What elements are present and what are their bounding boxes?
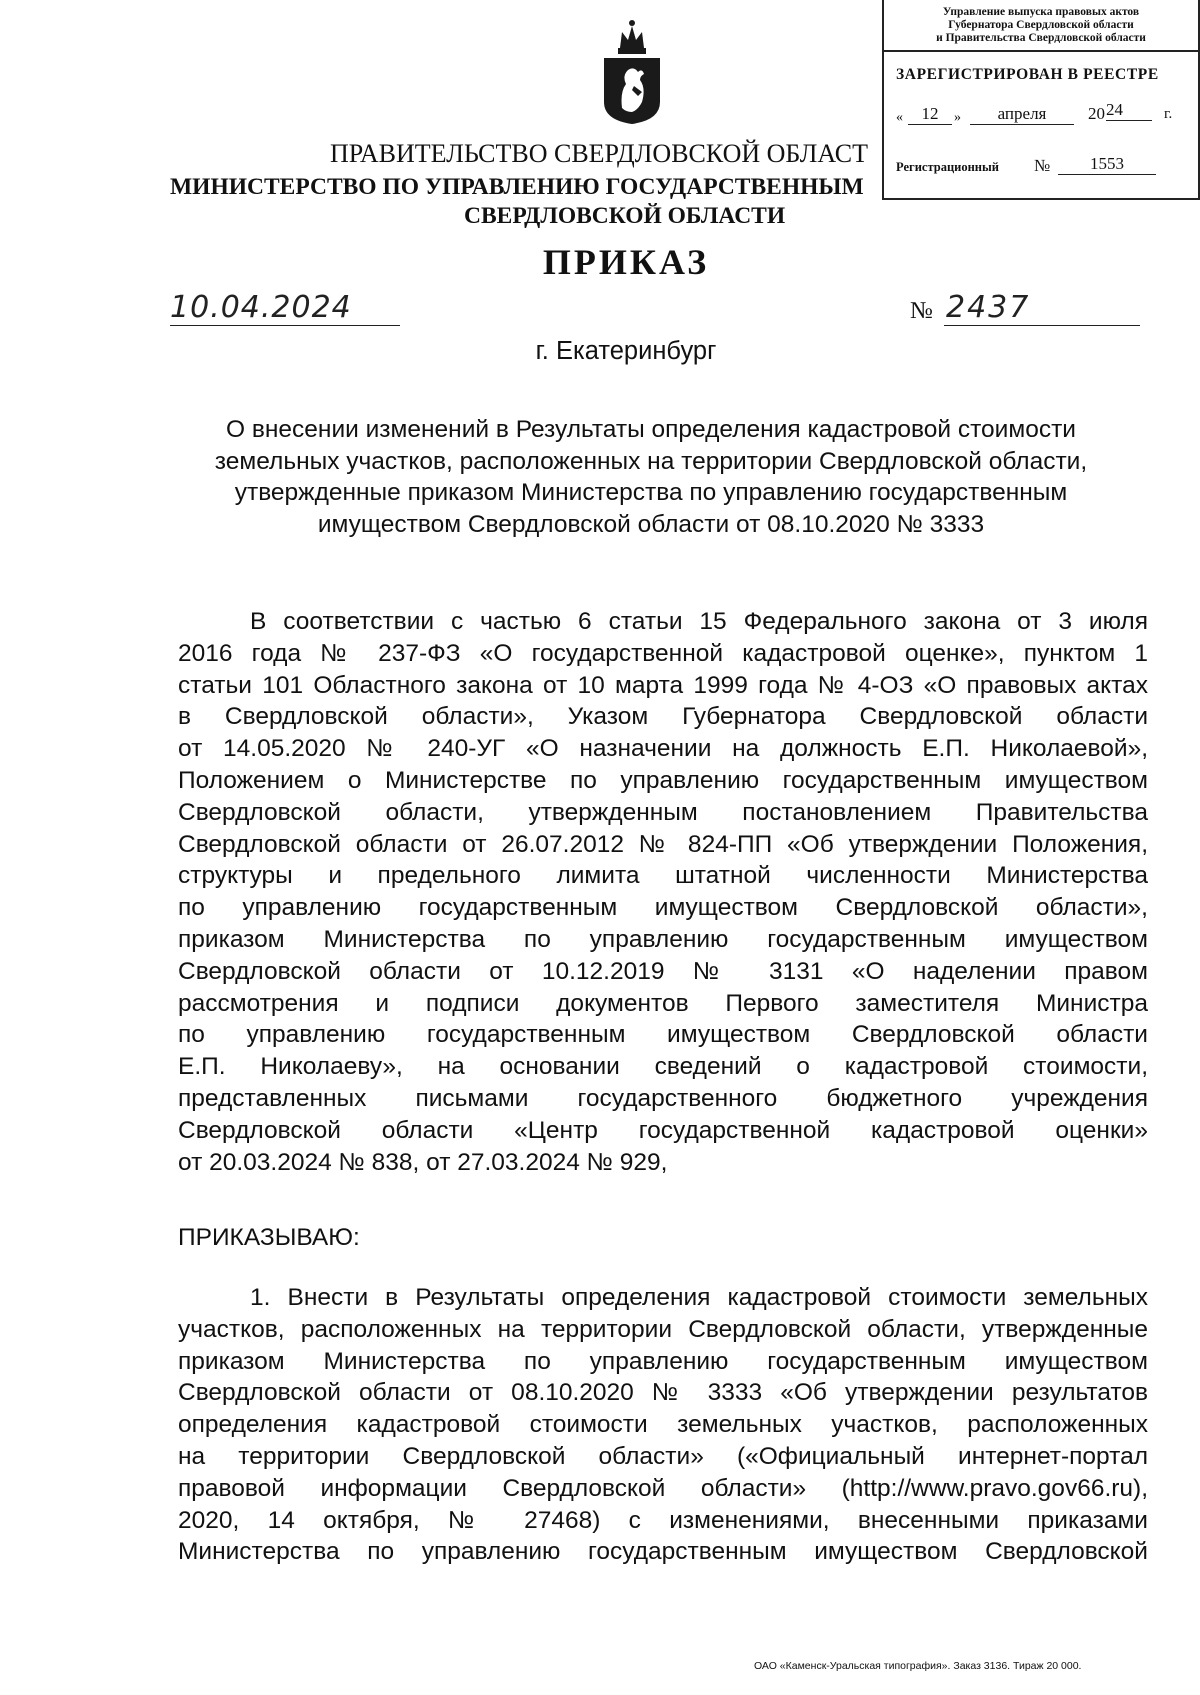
- document-type: ПРИКАЗ: [542, 242, 710, 282]
- preamble-line: структуры и предельного лимита штатной численности Министерства: [178, 862, 1148, 890]
- item-line: правовой информации Свердловской области» (http://www.pravo.gov66.ru),: [178, 1474, 1148, 1502]
- number-underline: [944, 323, 1140, 326]
- handwritten-date: 10.04.2024: [170, 290, 352, 325]
- subject-line: земельных участков, расположенных на территории Свердловской области,: [214, 447, 1088, 475]
- stamp-year-prefix: 20: [1088, 104, 1105, 123]
- number-label: №: [910, 298, 933, 324]
- stamp-registered-label: ЗАРЕГИСТРИРОВАН В РЕЕСТРЕ: [896, 66, 1159, 83]
- stamp-month: апреля: [970, 104, 1074, 125]
- stamp-year-unit: г.: [1164, 106, 1173, 122]
- subject-line: О внесении изменений в Результаты определения кадастровой стоимости: [226, 416, 1076, 443]
- item-line: на территории Свердловской области» («Официальный интернет-портал: [178, 1442, 1148, 1470]
- ministry-title-line1: МИНИСТЕРСТВО ПО УПРАВЛЕНИЮ ГОСУДАРСТВЕННЫМ: [170, 174, 864, 200]
- order-item-1: [178, 1282, 1148, 1568]
- preamble-line: В соответствии с частью 6 статьи 15 Федерального закона от 3 июля: [250, 608, 1148, 635]
- printer-footer: ОАО «Каменск-Уральская типография». Заказ 3136. Тираж 20 000.: [754, 1660, 1082, 1672]
- preamble-line: в Свердловской области», Указом Губернатора Свердловской области: [178, 703, 1148, 731]
- stamp-reg-no-sign: №: [1034, 156, 1051, 175]
- item-line: определения кадастровой стоимости земельных участков, расположенных: [178, 1411, 1148, 1439]
- preamble-line: по управлению государственным имуществом Свердловской области»,: [178, 894, 1148, 922]
- subject-line: утвержденные приказом Министерства по управлению государственным: [234, 479, 1068, 506]
- preamble-line: от 20.03.2024 № 838, от 27.03.2024 № 929,: [178, 1148, 668, 1176]
- preamble-line: представленных письмами государственного бюджетного учреждения: [178, 1084, 1148, 1112]
- city: г. Екатеринбург: [535, 337, 717, 365]
- item-line: 1. Внести в Результаты определения кадастровой стоимости земельных: [250, 1284, 1148, 1311]
- handwritten-number: 2437: [946, 290, 1031, 325]
- stamp-reg-label: Регистрационный: [896, 160, 999, 174]
- stamp-date: [896, 100, 1196, 128]
- date-underline: [170, 323, 400, 326]
- preamble-line: от 14.05.2020 № 240-УГ «О назначении на должность Е.П. Николаевой»,: [178, 735, 1148, 763]
- preamble-line: Положением о Министерстве по управлению государственным имуществом: [178, 766, 1148, 794]
- stamp-day: 12: [908, 104, 952, 125]
- stamp-year-suffix: 24: [1106, 100, 1152, 121]
- stamp-reg-number: 1553: [1058, 154, 1156, 175]
- preamble-line: Е.П. Николаеву», на основании сведений о кадастровой стоимости,: [178, 1053, 1148, 1081]
- preamble-line: 2016 года № 237-ФЗ «О государственной кадастровой оценке», пунктом 1: [178, 639, 1148, 667]
- item-line: приказом Министерства по управлению государственным имуществом: [178, 1347, 1148, 1375]
- document-subject: [170, 414, 1132, 540]
- item-line: участков, расположенных на территории Свердловской области, утвержденные: [178, 1315, 1148, 1343]
- coat-of-arms-icon: [598, 18, 666, 126]
- stamp-header-line: Управление выпуска правовых актов: [942, 6, 1140, 18]
- preamble-line: Свердловской области от 26.07.2012 № 824-ПП «Об утверждении Положения,: [178, 830, 1148, 858]
- registry-stamp: [882, 0, 1200, 200]
- preamble-paragraph: [178, 606, 1148, 1178]
- stamp-open-quote: «: [896, 110, 903, 125]
- preamble-line: статьи 101 Областного закона от 10 марта 1999 года № 4-ОЗ «О правовых актах: [178, 671, 1148, 699]
- government-title: ПРАВИТЕЛЬСТВО СВЕРДЛОВСКОЙ ОБЛАСТ: [330, 139, 869, 168]
- orders-heading: ПРИКАЗЫВАЮ:: [178, 1224, 360, 1251]
- item-line: Свердловской области от 08.10.2020 № 3333 «Об утверждении результатов: [178, 1379, 1148, 1407]
- preamble-line: приказом Министерства по управлению государственным имуществом: [178, 925, 1148, 953]
- item-line: Министерства по управлению государственным имуществом Свердловской: [178, 1538, 1148, 1566]
- preamble-line: рассмотрения и подписи документов Первого заместителя Министра: [178, 989, 1148, 1017]
- preamble-line: Свердловской области, утвержденным постановлением Правительства: [178, 798, 1148, 826]
- stamp-header: [884, 0, 1198, 52]
- preamble-line: Свердловской области от 10.12.2019 № 3131 «О наделении правом: [178, 957, 1148, 985]
- stamp-close-quote: »: [954, 110, 961, 125]
- ministry-title-line2: СВЕРДЛОВСКОЙ ОБЛАСТИ: [464, 203, 786, 229]
- item-line: 2020, 14 октября, № 27468) с изменениями, внесенными приказами: [178, 1506, 1148, 1534]
- stamp-header-line: Губернатора Свердловской области: [948, 19, 1134, 31]
- preamble-line: Свердловской области «Центр государственной кадастровой оценки»: [178, 1116, 1148, 1144]
- stamp-reg-number-row: [896, 154, 1196, 180]
- subject-line: имуществом Свердловской области от 08.10.2020 № 3333: [317, 510, 985, 538]
- preamble-line: по управлению государственным имуществом Свердловской области: [178, 1021, 1148, 1049]
- stamp-header-line: и Правительства Свердловской области: [936, 32, 1146, 44]
